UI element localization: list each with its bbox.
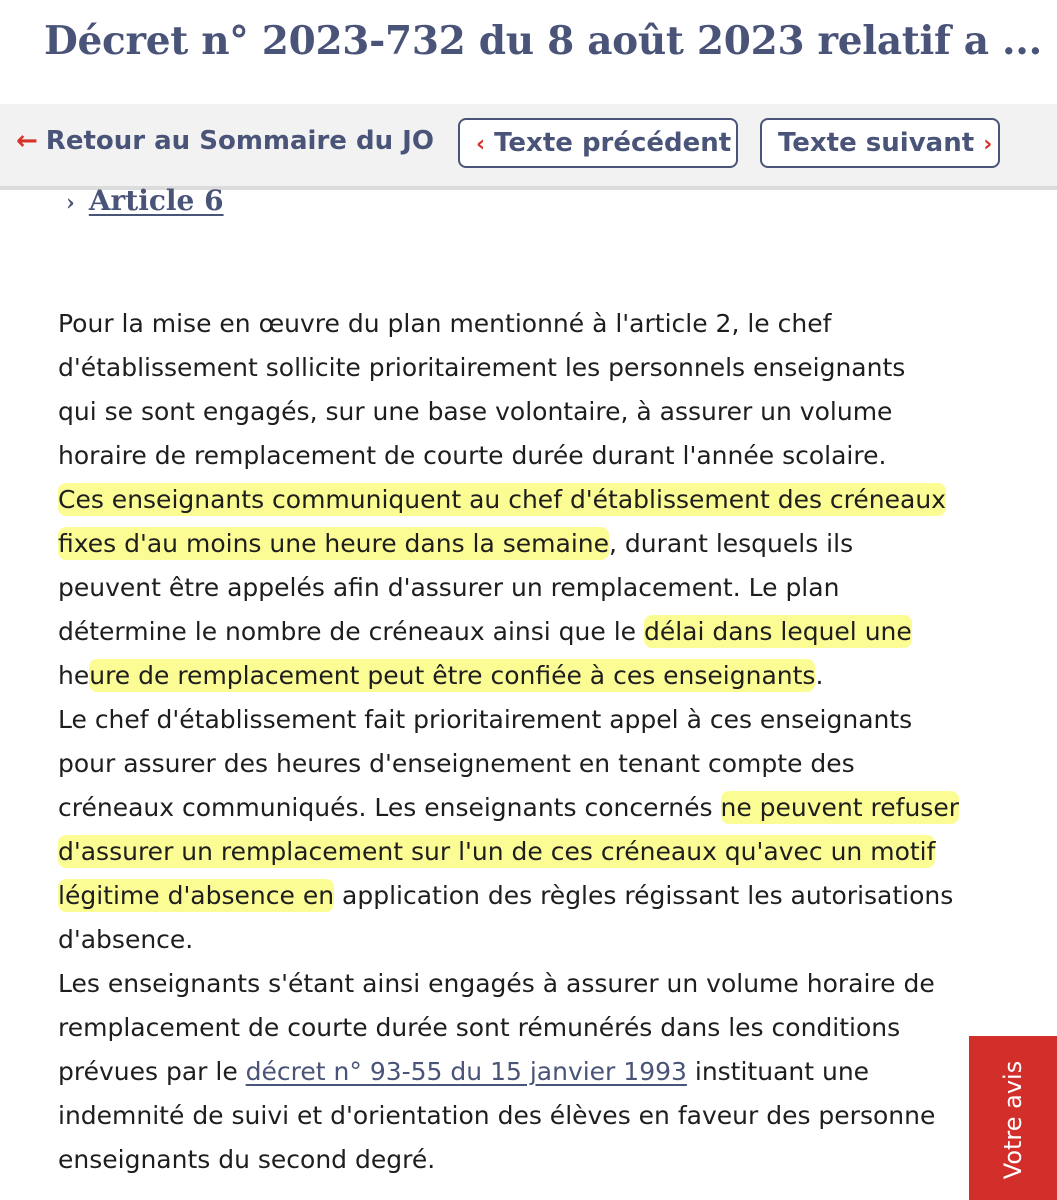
article-body <box>58 302 1038 1182</box>
text-line: Les enseignants s'étant ainsi engagés à assurer un volume horaire de <box>58 969 935 998</box>
text-line: enseignants du second degré. <box>58 1145 436 1174</box>
text-line: qui se sont engagés, sur une base volontaire, à assurer un volume <box>58 397 893 426</box>
text-line <box>58 786 1038 830</box>
article-title-link[interactable]: Article 6 <box>88 184 224 217</box>
text-segment: . <box>815 661 824 690</box>
text-line: indemnité de suivi et d'orientation des élèves en faveur des personne <box>58 1101 936 1130</box>
highlighted-text: légitime d'absence en <box>58 881 335 910</box>
page-title: Décret n° 2023-732 du 8 août 2023 relatif a ... <box>44 18 1042 64</box>
highlighted-text: délai dans lequel une <box>643 617 912 646</box>
text-line: pour assurer des heures d'enseignement en tenant compte des <box>58 749 855 778</box>
highlighted-text: d'assurer un remplacement sur l'un de ces créneaux qu'avec un motif <box>58 837 936 866</box>
text-segment: , durant lesquels ils <box>609 529 854 558</box>
chevron-right-icon: › <box>983 132 993 157</box>
feedback-tab[interactable] <box>969 1036 1057 1200</box>
text-segment: instituant une <box>686 1057 870 1086</box>
text-line <box>58 478 1038 522</box>
text-line <box>58 610 1038 654</box>
text-line <box>58 522 1038 566</box>
feedback-tab-label: Votre avis <box>999 1060 1027 1180</box>
text-line: Le chef d'établissement fait prioritairement appel à ces enseignants <box>58 705 913 734</box>
back-link-label: Retour au Sommaire du JO <box>45 126 434 156</box>
previous-text-label: Texte précédent <box>494 128 732 158</box>
text-segment: prévues par le <box>58 1057 246 1086</box>
highlighted-text: ure de remplacement peut être confiée à ces enseignants <box>89 661 816 690</box>
text-line <box>58 654 1038 698</box>
text-line: d'établissement sollicite prioritairement les personnels enseignants <box>58 353 906 382</box>
text-segment: application des règles régissant les autorisations <box>334 881 954 910</box>
text-line: peuvent être appelés afin d'assurer un remplacement. Le plan <box>58 573 840 602</box>
previous-text-button[interactable] <box>458 118 738 168</box>
text-line: remplacement de courte durée sont rémunérés dans les conditions <box>58 1013 901 1042</box>
text-segment: he <box>58 661 90 690</box>
text-line: d'absence. <box>58 925 194 954</box>
chevron-right-icon: › <box>66 190 75 216</box>
article-heading <box>66 184 224 217</box>
text-line: Pour la mise en œuvre du plan mentionné à l'article 2, le chef <box>58 309 832 338</box>
text-line <box>58 1050 1038 1094</box>
chevron-left-icon: ‹ <box>476 132 486 157</box>
next-text-label: Texte suivant <box>778 128 975 158</box>
text-line: horaire de remplacement de courte durée durant l'année scolaire. <box>58 441 887 470</box>
text-segment: créneaux communiqués. Les enseignants concernés <box>58 793 721 822</box>
text-line <box>58 830 1038 874</box>
decree-link[interactable]: décret n° 93-55 du 15 janvier 1993 <box>245 1057 687 1086</box>
back-to-summary-link[interactable] <box>16 126 434 156</box>
highlighted-text: fixes d'au moins une heure dans la semaine <box>58 529 610 558</box>
highlighted-text: Ces enseignants communiquent au chef d'établissement des créneaux <box>58 485 946 514</box>
next-text-button[interactable] <box>760 118 1000 168</box>
highlighted-text: ne peuvent refuser <box>720 793 959 822</box>
text-segment: détermine le nombre de créneaux ainsi que le <box>58 617 644 646</box>
arrow-left-icon: ← <box>16 126 38 156</box>
text-line <box>58 874 1038 918</box>
navigation-bar <box>0 104 1057 190</box>
